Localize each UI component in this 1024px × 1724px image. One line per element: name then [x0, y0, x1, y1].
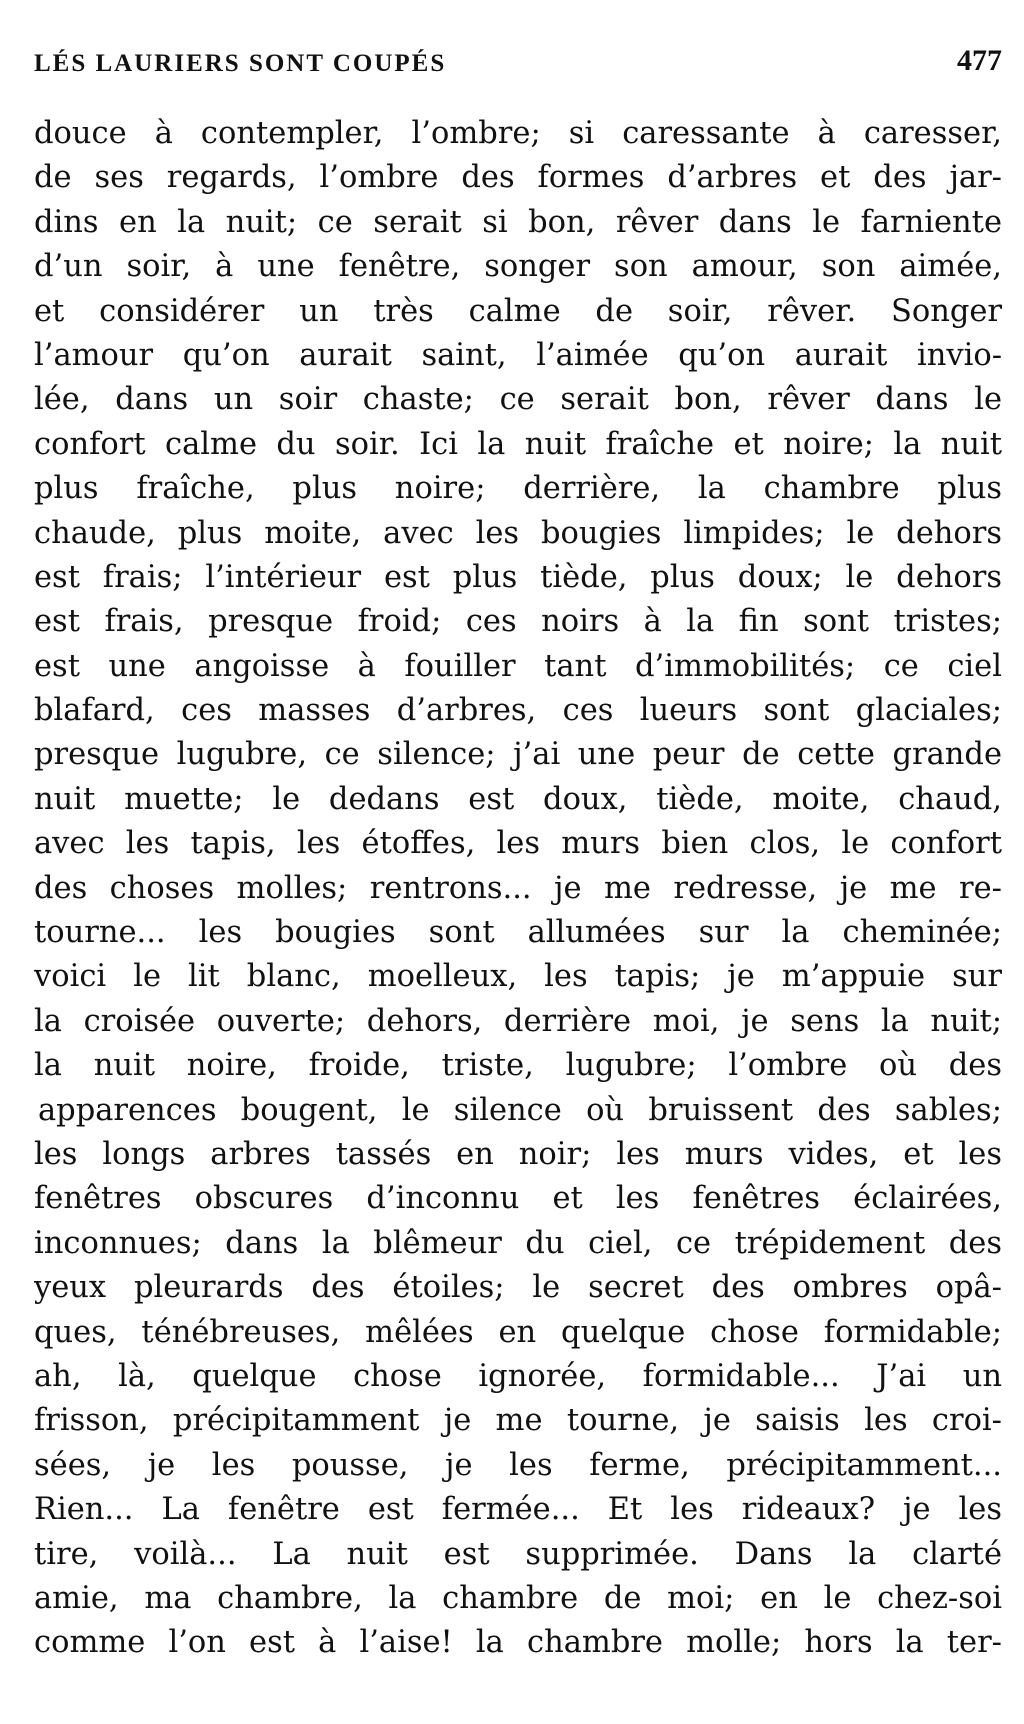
text-line: la nuit noire, froide, triste, lugubre; l’ombre où des — [34, 1048, 1002, 1084]
text-line: les longs arbres tassés en noir; les murs vides, et les — [34, 1136, 1002, 1172]
text-line: confort calme du soir. Ici la nuit fraîche et noire; la nuit — [34, 426, 1002, 462]
text-line: de ses regards, l’ombre des formes d’arbres et des jar- — [34, 160, 1002, 196]
text-line: est frais; l’intérieur est plus tiède, plus doux; le dehors — [34, 559, 1002, 595]
text-line: fenêtres obscures d’inconnu et les fenêtres éclairées, — [34, 1181, 1002, 1217]
text-line: amie, ma chambre, la chambre de moi; en le chez-soi — [34, 1580, 1002, 1616]
text-line: d’un soir, à une fenêtre, songer son amour, son aimée, — [34, 249, 1002, 285]
text-line: ques, ténébreuses, mêlées en quelque chose formidable; — [34, 1314, 1002, 1350]
page-number: 477 — [957, 44, 1002, 77]
text-line: douce à contempler, l’ombre; si caressante à caresser, — [34, 116, 1002, 151]
text-line: comme l’on est à l’aise! la chambre molle; hors la ter- — [34, 1625, 1002, 1661]
text-line: l’amour qu’on aurait saint, l’aimée qu’on aurait invio- — [34, 337, 1002, 373]
text-line: avec les tapis, les étoffes, les murs bien clos, le confort — [34, 826, 1002, 862]
running-header — [34, 42, 1002, 86]
body-text — [34, 112, 1002, 1692]
text-line: la croisée ouverte; dehors, derrière moi, je sens la nuit; — [34, 1003, 1002, 1039]
text-line: lée, dans un soir chaste; ce serait bon, rêver dans le — [34, 382, 1002, 418]
text-line: dins en la nuit; ce serait si bon, rêver dans le farniente — [34, 204, 1002, 240]
text-line: plus fraîche, plus noire; derrière, la chambre plus — [34, 471, 1002, 507]
text-line: blafard, ces masses d’arbres, ces lueurs sont glaciales; — [34, 693, 1002, 729]
text-line: presque lugubre, ce silence; j’ai une peur de cette grande — [34, 737, 1002, 773]
text-line: voici le lit blanc, moelleux, les tapis; je m’appuie sur — [34, 959, 1002, 995]
text-line: frisson, précipitamment je me tourne, je saisis les croi- — [34, 1403, 1002, 1439]
text-line: nuit muette; le dedans est doux, tiède, moite, chaud, — [34, 781, 1002, 817]
text-line: Rien... La fenêtre est fermée... Et les rideaux? je les — [34, 1492, 1002, 1528]
running-title: LÉS LAURIERS SONT COUPÉS — [34, 50, 447, 77]
text-line: sées, je les pousse, je les ferme, précipitamment... — [34, 1447, 1002, 1483]
text-line: est frais, presque froid; ces noirs à la fin sont tristes; — [34, 604, 1002, 640]
text-line: yeux pleurards des étoiles; le secret des ombres opâ- — [34, 1270, 1002, 1306]
text-line: et considérer un très calme de soir, rêver. Songer — [34, 293, 1002, 329]
text-line: tire, voilà... La nuit est supprimée. Dans la clarté — [34, 1536, 1002, 1572]
text-line: des choses molles; rentrons... je me redresse, je me re- — [34, 870, 1002, 906]
text-line: ah, là, quelque chose ignorée, formidable... J’ai un — [34, 1358, 1002, 1394]
text-line: est une angoisse à fouiller tant d’immobilités; ce ciel — [34, 648, 1002, 684]
text-line: tourne... les bougies sont allumées sur la cheminée; — [34, 915, 1002, 951]
text-line: apparences bougent, le silence où bruissent des sables; — [38, 1092, 1002, 1128]
text-line: chaude, plus moite, avec les bougies limpides; le dehors — [34, 515, 1002, 551]
text-line: inconnues; dans la blêmeur du ciel, ce trépidement des — [34, 1225, 1002, 1261]
